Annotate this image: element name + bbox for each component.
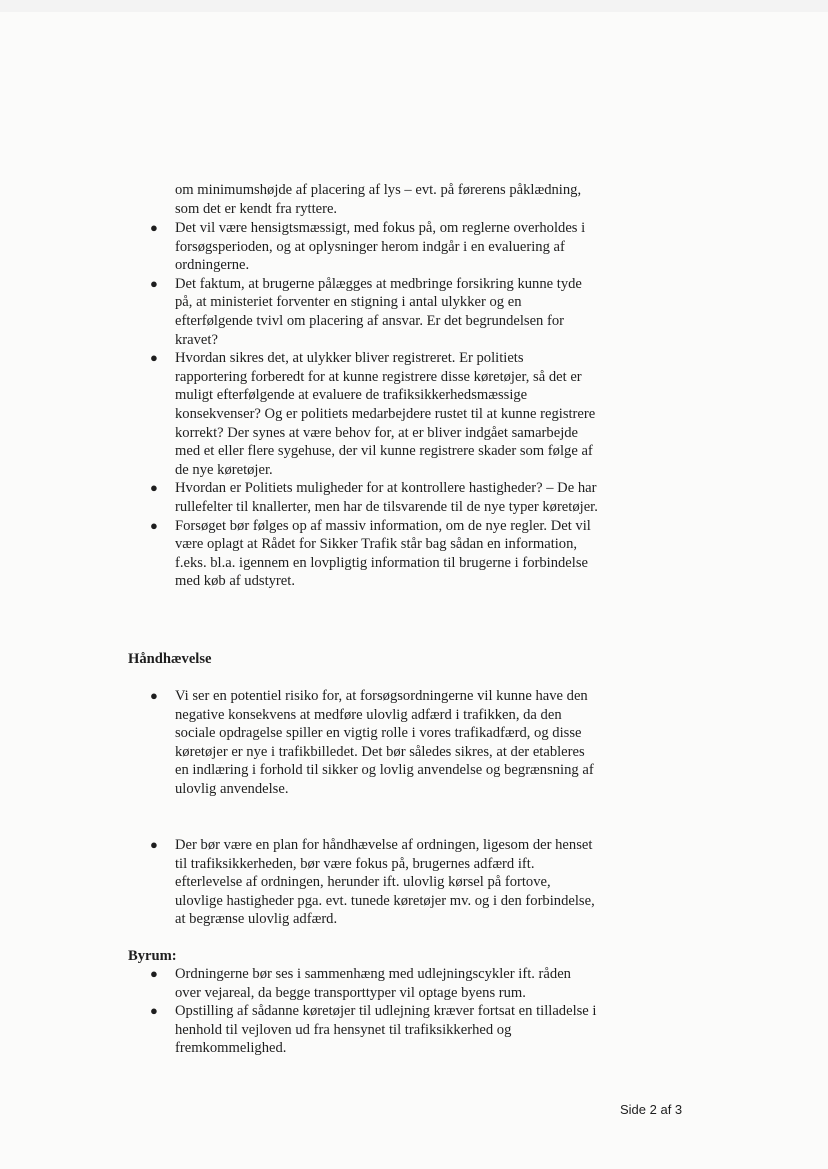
list-item-text: Forsøget bør følges op af massiv information, om de nye regler. Det vil være oplagt at Rådet for Sikker Trafik står bag sådan en information, f.eks. bl.a. igennem en lovpligtig information til brugerne i forbindelse med køb af udstyret. <box>175 517 591 590</box>
list-item-text: Hvordan er Politiets muligheder for at kontrollere hastigheder? – De har rullefelter til knallerter, men har de tilsvarende til de nye typer køretøjer. <box>175 480 598 515</box>
list-item-text: Det vil være hensigtsmæssigt, med fokus på, om reglerne overholdes i forsøgsperioden, og at oplysninger herom indgår i en evaluering af ordningerne. <box>175 220 586 274</box>
list-item <box>148 275 598 349</box>
heading-enforcement: Håndhævelse <box>128 651 212 667</box>
bullet-icon: ● <box>150 350 158 366</box>
list-item <box>148 836 598 929</box>
list-item <box>148 219 598 275</box>
list-item-text: Der bør være en plan for håndhævelse af ordningen, ligesom der henset til trafiksikkerheden, bør være fokus på, brugernes adfærd ift. efterlevelse af ordningen, herunder ift. ulovlig kørsel på fortove, ulovlige hastigheder pga. evt. tunede køretøjer mv. og i den forbindelse, at begrænse ulovlig adfærd. <box>175 837 595 928</box>
list-item <box>148 479 598 516</box>
list-item <box>148 517 598 591</box>
list-item-text: Vi ser en potentiel risiko for, at forsøgsordningerne vil kunne have den negative konsekvens at medføre ulovlig adfærd i trafikken, da den sociale opdragelse spiller en vigtig rolle i vores trafikadfærd, og disse køretøjer er nye i trafikbilledet. Det bør således sikres, at der etableres en indlæring i forhold til sikker og lovlig anvendelse og begrænsning af ulovlig anvendelse. <box>175 688 594 797</box>
bullet-icon: ● <box>150 517 158 533</box>
page-number: Side 2 af 3 <box>620 1102 683 1117</box>
bullet-icon: ● <box>150 220 158 235</box>
list-item-text: Opstilling af sådanne køretøjer til udlejning kræver fortsat en tilladelse i henhold til vejloven ud fra hensynet til trafiksikkerhed og fremkommelighed. <box>175 1003 597 1057</box>
heading-city: Byrum: <box>128 948 177 964</box>
bullet-list-city <box>148 965 598 1058</box>
list-item-text: Hvordan sikres det, at ulykker bliver registreret. Er politiets rapportering forberedt for at kunne registrere disse køretøjer, så det er muligt efterfølgende at evaluere de trafiksikkerhedsmæssige konsekvenser? Og er politiets medarbejdere rustet til at kunne registrere korrekt? Der synes at være behov for, at er bliver indgået samarbejde med et eller flere sygehuse, der vil kunne registrere skader som følge af de nye køretøjer. <box>175 350 596 478</box>
list-item <box>148 1002 598 1058</box>
list-item <box>148 687 598 799</box>
bullet-list-enforcement-1 <box>148 687 598 799</box>
list-item-text: Ordningerne bør ses i sammenhæng med udlejningscykler ift. råden over vejareal, da begge transporttyper vil optage byens rum. <box>175 966 571 1001</box>
bullet-icon: ● <box>150 1003 158 1019</box>
bullet-list-remarks <box>148 219 598 591</box>
continuation-text: om minimumshøjde af placering af lys – evt. på førerens påklædning, som det er kendt fra ryttere. <box>175 182 582 217</box>
list-item-text: Det faktum, at brugerne pålægges at medbringe forsikring kunne tyde på, at ministeriet forventer en stigning i antal ulykker og en efterfølgende tvivl om placering af ansvar. Er det begrundelsen for kravet? <box>175 275 582 348</box>
bullet-icon: ● <box>150 480 158 496</box>
bullet-icon: ● <box>150 688 158 703</box>
bullet-icon: ● <box>150 837 158 852</box>
bullet-list-enforcement-2 <box>148 836 598 929</box>
list-item <box>148 965 598 1002</box>
list-item <box>148 349 598 479</box>
bullet-icon: ● <box>150 275 158 291</box>
scan-top-edge <box>0 0 828 12</box>
bullet-icon: ● <box>150 966 158 981</box>
